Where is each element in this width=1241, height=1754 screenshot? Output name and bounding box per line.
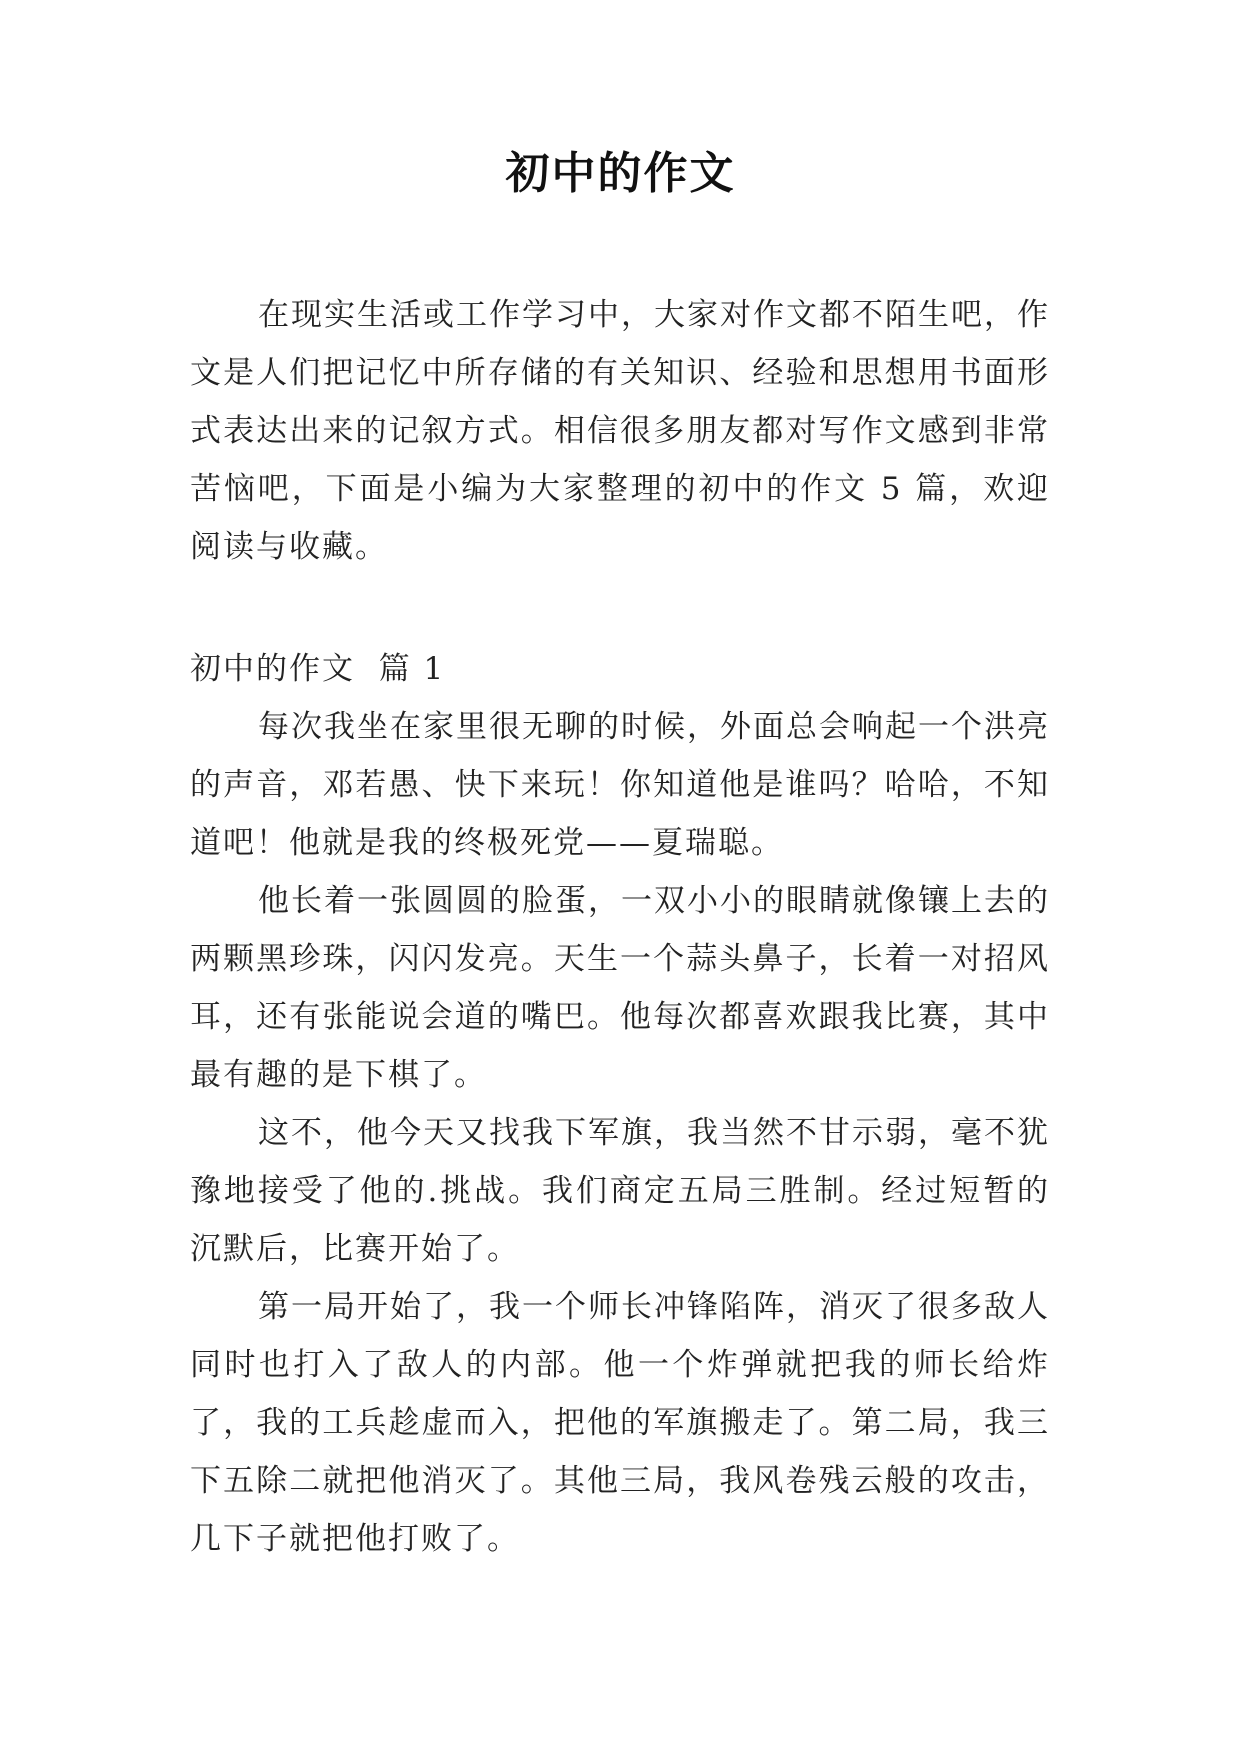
page-title: 初中的作文	[505, 148, 736, 199]
article-paragraph-1: 每次我坐在家里很无聊的时候，外面总会响起一个洪亮的声音，邓若愚、快下来玩！你知道他是谁吗？哈哈，不知道吧！他就是我的终极死党——夏瑞聪。	[190, 709, 1050, 861]
article-paragraph-3: 这不，他今天又找我下军旗，我当然不甘示弱，毫不犹豫地接受了他的.挑战。我们商定五局三胜制。经过短暂的沉默后，比赛开始了。	[190, 1115, 1050, 1267]
article-paragraph-2: 他长着一张圆圆的脸蛋，一双小小的眼睛就像镶上去的两颗黑珍珠，闪闪发亮。天生一个蒜头鼻子，长着一对招风耳，还有张能说会道的嘴巴。他每次都喜欢跟我比赛，其中最有趣的是下棋了。	[190, 883, 1050, 1093]
article-paragraph-4: 第一局开始了，我一个师长冲锋陷阵，消灭了很多敌人同时也打入了敌人的内部。他一个炸弹就把我的师长给炸了，我的工兵趁虚而入，把他的军旗搬走了。第二局，我三下五除二就把他消灭了。其他三局，我风卷残云般的攻击，几下子就把他打败了。	[190, 1289, 1050, 1557]
intro-paragraph: 在现实生活或工作学习中，大家对作文都不陌生吧，作文是人们把记忆中所存储的有关知识、经验和思想用书面形式表达出来的记叙方式。相信很多朋友都对写作文感到非常苦恼吧，下面是小编为大家整理的初中的作文 5 篇，欢迎阅读与收藏。	[190, 297, 1050, 565]
article-body	[190, 698, 1050, 1568]
section-heading: 初中的作文 篇 1	[190, 651, 446, 687]
